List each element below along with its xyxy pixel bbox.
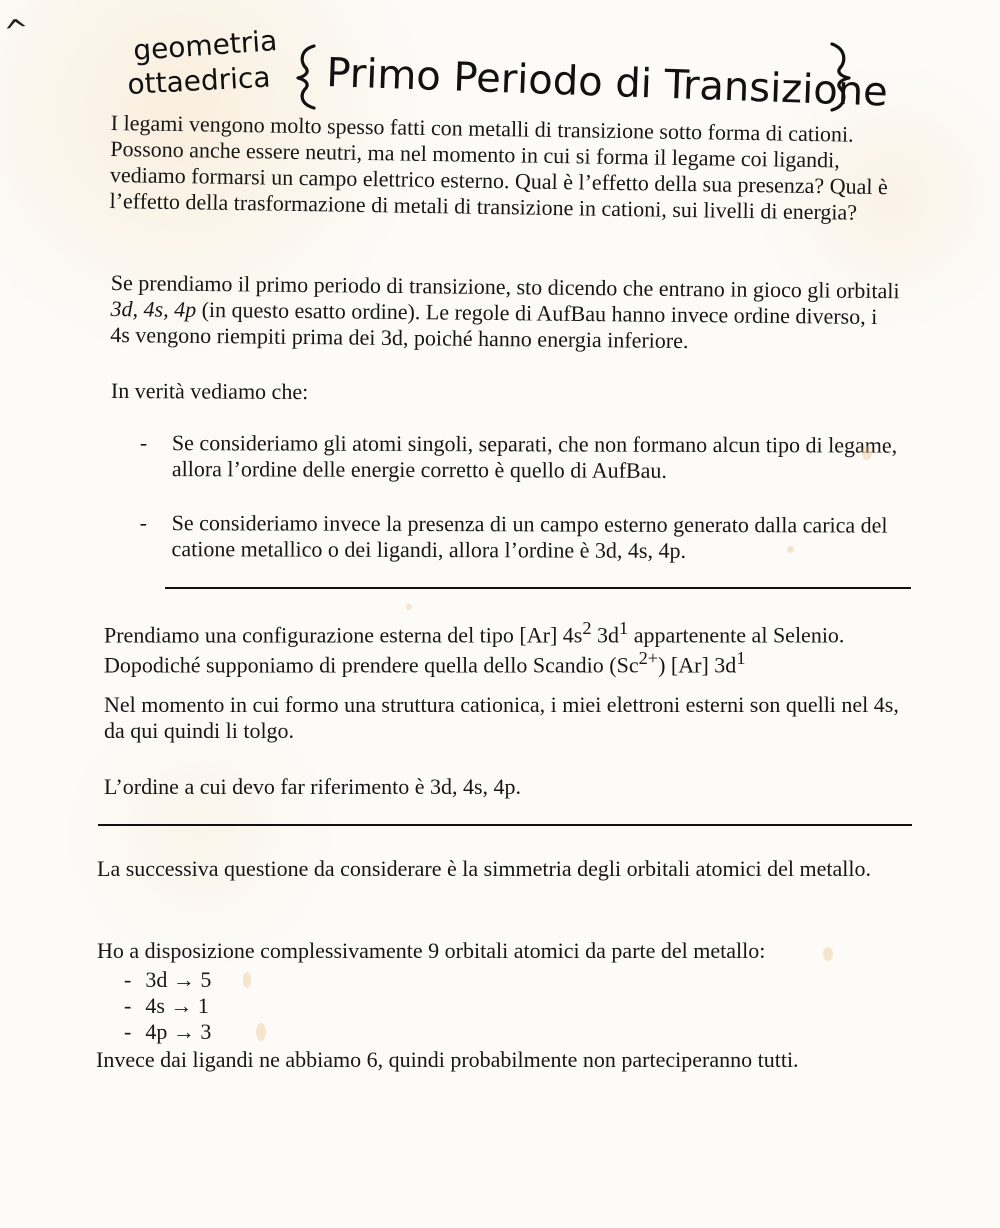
- period-text-before: Se prendiamo il primo periodo di transizione, sto dicendo che entrano in gioco gli orbitali: [110, 270, 900, 304]
- available-text: Ho a disposizione complessivamente 9 orbitali atomici da parte del metallo:: [97, 938, 766, 963]
- truth-text: In verità vediamo che:: [110, 378, 309, 405]
- heading-geometria: geometria: [132, 24, 279, 67]
- list-item: [124, 967, 324, 993]
- list-item: [124, 993, 324, 1019]
- config-sup-4: 1: [736, 648, 746, 669]
- list-text: 4s → 1: [145, 992, 209, 1018]
- bullet-dash: -: [139, 430, 148, 456]
- order-paragraph: [104, 774, 624, 800]
- handwritten-heading-svg: [118, 24, 889, 116]
- config-line2-after: ) [Ar] 3d: [658, 652, 737, 678]
- config-sup-2: 1: [619, 618, 629, 638]
- bullet-dash: -: [139, 509, 148, 535]
- paper-speck: [862, 446, 872, 460]
- cationic-text: Nel momento in cui formo una struttura cationica, i miei elettroni esterni son quelli nel 4s, da qui quindi li tolgo.: [104, 692, 899, 743]
- section-divider: [165, 587, 911, 589]
- list-item: [124, 1019, 324, 1045]
- bullet-text: Se consideriamo invece la presenza di un campo esterno generato dalla carica del catione metallico o dei ligandi, allora l’ordine è 3d, 4s, 4p.: [171, 510, 888, 563]
- handwritten-heading: [118, 24, 889, 116]
- list-text: 3d → 5: [145, 967, 212, 992]
- ligands-text: Invece dai ligandi ne abbiamo 6, quindi probabilmente non parteciperanno tutti.: [96, 1047, 799, 1072]
- paper-speck: [823, 947, 833, 961]
- symmetry-text: La successiva questione da considerare è la simmetria degli orbitali atomici del metallo.: [97, 856, 872, 881]
- heading-ottaedrica: ottaedrica: [126, 60, 272, 101]
- cationic-paragraph: [104, 692, 904, 744]
- caret-mark: ^: [1, 12, 32, 51]
- config-line1-after: appartenente al Selenio.: [628, 622, 845, 648]
- config-sup-3: 2+: [638, 648, 659, 669]
- bullet-item: [140, 510, 900, 565]
- period-paragraph: [110, 270, 901, 356]
- orbitals-italic: 3d, 4s, 4p: [110, 295, 197, 322]
- symmetry-paragraph: [97, 856, 887, 882]
- paper-speck: [787, 546, 794, 553]
- truth-paragraph: [111, 378, 511, 406]
- bullet-text: Se consideriamo gli atomi singoli, separati, che non formano alcun tipo di legame, allora l’ordine delle energie corretto è quello di AufBau.: [171, 430, 898, 483]
- heading-title: Primo Periodo di Transizione: [325, 50, 889, 116]
- left-brace: [298, 46, 314, 108]
- intro-text: I legami vengono molto spesso fatti con metalli di transizione sotto forma di cationi. Possono anche essere neutri, ma nel momento in cui si forma il legame coi ligandi, vediamo formarsi un campo elettrico esterno. Qual è l’effetto della sua presenza? Qual è l’effetto della trasformazione di metali di transizione in cationi, sui livelli di energia?: [109, 110, 888, 225]
- paper-speck: [243, 972, 251, 988]
- ligands-paragraph: [96, 1047, 896, 1073]
- period-text-after: (in questo esatto ordine). Le regole di AufBau hanno invece ordine diverso, i 4s vengono riempiti prima dei 3d, poiché hanno energia inferiore.: [110, 296, 878, 353]
- energy-order-bullets: [139, 430, 900, 592]
- config-line2-before: Dopodiché supponiamo di prendere quella dello Scandio (Sc: [104, 652, 639, 678]
- list-dash: -: [124, 1018, 132, 1044]
- paper-speck: [406, 604, 412, 610]
- list-text: 4p → 3: [145, 1018, 212, 1044]
- intro-paragraph: [109, 110, 901, 226]
- list-dash: -: [124, 967, 132, 992]
- bullet-item: [140, 430, 900, 485]
- config-sup-1: 2: [582, 618, 592, 638]
- paper-speck: [256, 1023, 266, 1041]
- list-dash: -: [124, 992, 132, 1018]
- config-line1-before: Prendiamo una configurazione esterna del tipo [Ar] 4s: [104, 622, 583, 648]
- section-divider: [98, 824, 912, 826]
- available-orbitals-paragraph: [97, 938, 887, 964]
- configuration-paragraph: [104, 618, 914, 679]
- order-text: L’ordine a cui devo far riferimento è 3d, 4s, 4p.: [104, 774, 522, 799]
- config-line1-mid: 3d: [591, 622, 620, 648]
- orbital-count-list: [124, 967, 324, 1045]
